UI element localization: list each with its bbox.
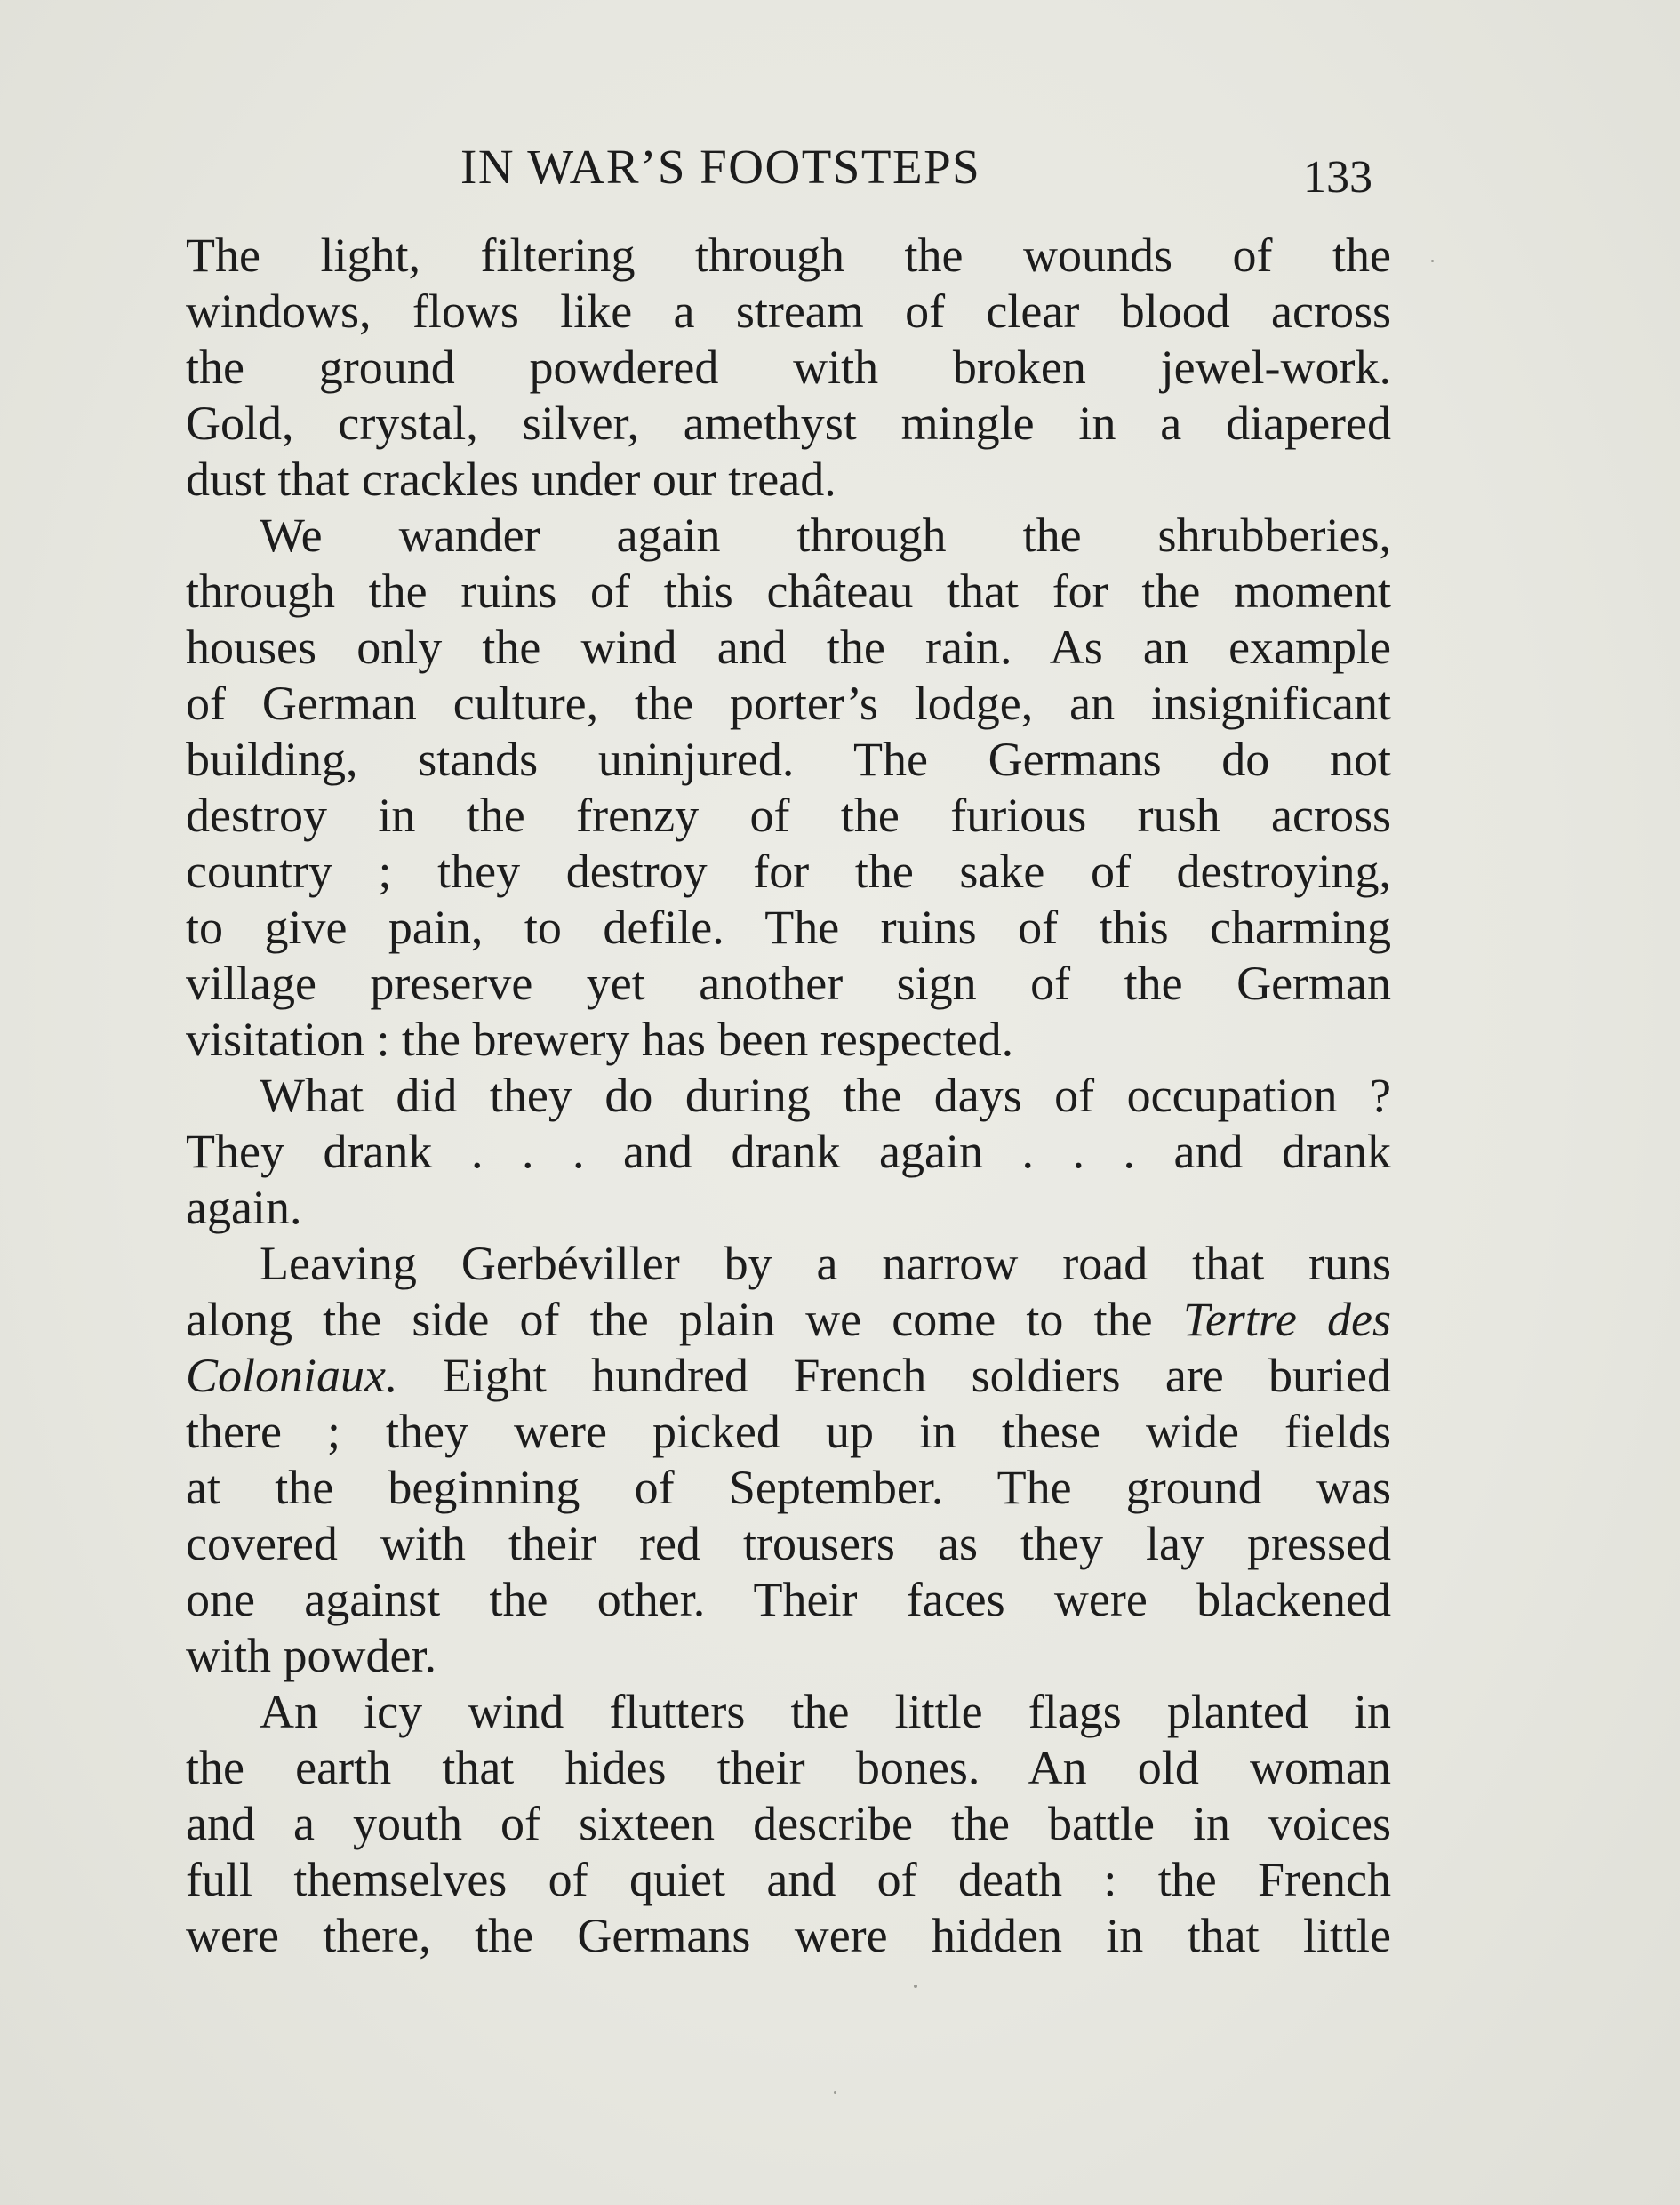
text-line: We wander again through the shrubberies, <box>260 509 1391 562</box>
text-line: again. <box>186 1181 302 1234</box>
text-span: along the side of the plain we come to the <box>186 1293 1153 1346</box>
text-line: with powder. <box>186 1629 436 1682</box>
text-line: windows, flows like a stream of clear blood across <box>186 285 1391 338</box>
text-line: dust that crackles under our tread. <box>186 453 836 506</box>
text-line: covered with their red trousers as they lay pressed <box>186 1517 1391 1570</box>
text-line: What did they do during the days of occupation ? <box>260 1069 1391 1122</box>
text-line: houses only the wind and the rain. As an example <box>186 621 1391 674</box>
paper-speck <box>834 2091 836 2094</box>
running-head <box>0 135 1680 206</box>
italic-place-name: Tertre des <box>1182 1293 1391 1346</box>
text-line: one against the other. Their faces were blackened <box>186 1573 1391 1626</box>
paper-speck <box>1431 260 1434 262</box>
text-line: They drank . . . and drank again . . . and drank <box>186 1125 1391 1178</box>
text-line: at the beginning of September. The ground was <box>186 1461 1391 1514</box>
italic-place-name: Coloniaux. <box>186 1349 398 1402</box>
text-line: destroy in the frenzy of the furious rush across <box>186 789 1391 842</box>
paper-speck <box>914 1984 917 1988</box>
text-line: of German culture, the porter’s lodge, an insignificant <box>186 677 1391 730</box>
text-line: The light, filtering through the wounds of the <box>186 229 1391 282</box>
page-number: 133 <box>1303 152 1372 203</box>
text-line: to give pain, to defile. The ruins of this charming <box>186 901 1391 954</box>
running-title: IN WAR’S FOOTSTEPS <box>460 140 981 194</box>
text-line: were there, the Germans were hidden in that little <box>186 1909 1391 1962</box>
text-span: Eight hundred French soldiers are buried <box>442 1349 1392 1402</box>
text-line: full themselves of quiet and of death : the French <box>186 1853 1391 1906</box>
text-line: An icy wind flutters the little flags planted in <box>260 1685 1391 1738</box>
text-line: the ground powdered with broken jewel-work. <box>186 341 1391 394</box>
text-line: Leaving Gerbéviller by a narrow road that runs <box>260 1237 1391 1290</box>
text-line: building, stands uninjured. The Germans do not <box>186 733 1391 786</box>
text-line: Gold, crystal, silver, amethyst mingle in a diapered <box>186 397 1391 450</box>
text-line: through the ruins of this château that for the moment <box>186 565 1391 618</box>
text-line: and a youth of sixteen describe the battle in voices <box>186 1797 1391 1850</box>
text-line: the earth that hides their bones. An old woman <box>186 1741 1391 1794</box>
text-line: country ; they destroy for the sake of destroying, <box>186 845 1391 898</box>
text-line-with-italic <box>186 1292 1391 1348</box>
text-line: visitation : the brewery has been respected. <box>186 1013 1014 1066</box>
text-line: village preserve yet another sign of the German <box>186 957 1391 1010</box>
text-line-with-italic <box>186 1348 1391 1404</box>
body-text <box>186 228 1391 1964</box>
text-line: there ; they were picked up in these wide fields <box>186 1405 1391 1458</box>
